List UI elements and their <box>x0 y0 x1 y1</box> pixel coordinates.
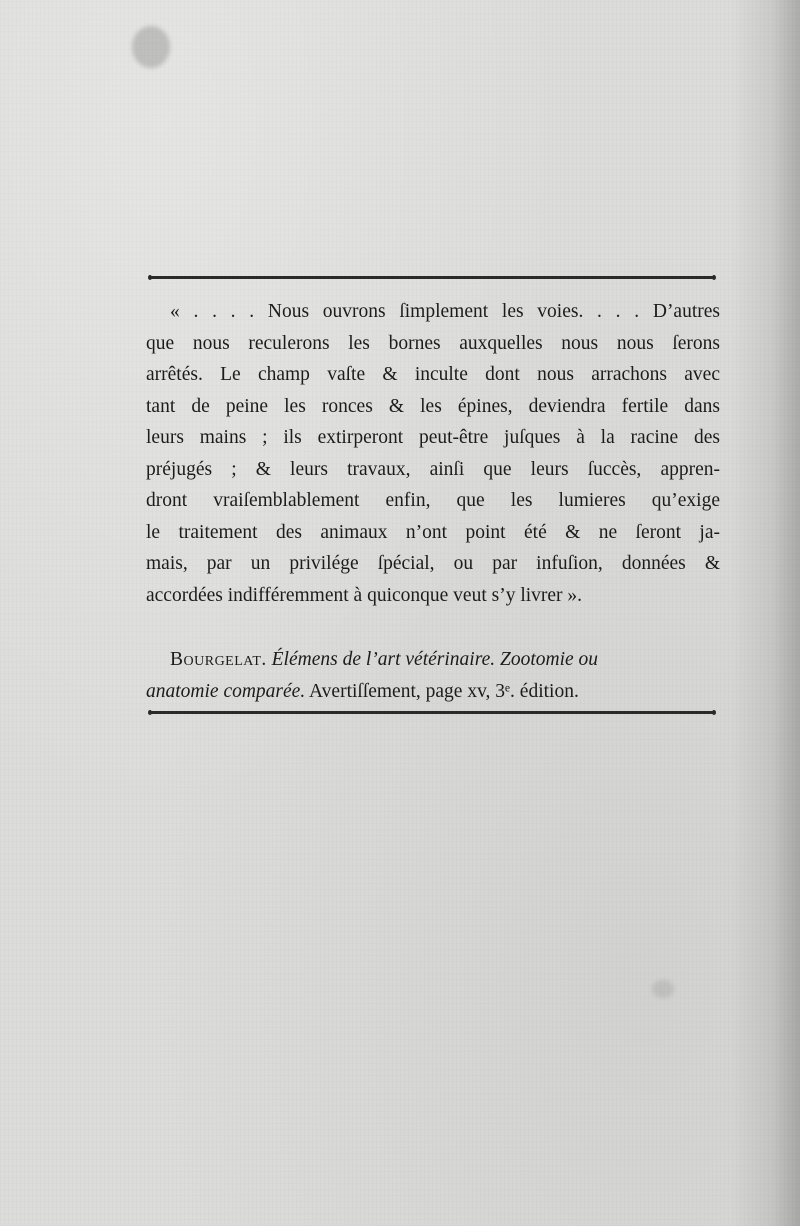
bottom-rule <box>150 711 714 714</box>
citation-reference: Avertiſſement, page xv, 3ᵉ. édition. <box>309 681 579 702</box>
quote-line: tant de peine les ronces & les épines, deviendra fertile dans <box>146 395 720 417</box>
ink-blot <box>132 26 170 68</box>
citation-author: Bourgelat. <box>170 649 267 670</box>
citation-title-continued: anatomie comparée. <box>146 681 306 702</box>
quote-line: préjugés ; & leurs travaux, ainſi que leurs ſuccès, appren- <box>146 458 720 480</box>
quote-line: mais, par un privilége ſpécial, ou par infuſion, données & <box>146 553 720 574</box>
quote-line: arrêtés. Le champ vaſte & inculte dont nous arrachons avec <box>146 364 720 385</box>
citation-line <box>146 676 720 708</box>
epigraph-citation <box>146 644 720 708</box>
citation-line <box>146 644 720 676</box>
top-rule <box>150 276 714 279</box>
quote-line: le traitement des animaux n’ont point été & ne ſeront ja- <box>146 521 720 543</box>
page-edge-shadow <box>730 0 800 1226</box>
quote-line: leurs mains ; ils extirperont peut-être juſques à la racine des <box>146 427 720 448</box>
quote-line: dront vraiſemblablement enfin, que les lumieres qu’exige <box>146 490 720 511</box>
quote-line: « . . . . Nous ouvrons ſimplement les voies. . . . D’autres <box>170 301 720 322</box>
paper-stain <box>652 980 674 998</box>
quote-line: accordées indifféremment à quiconque veut s’y livrer ». <box>146 584 583 606</box>
epigraph-quote <box>146 296 720 611</box>
quote-line: que nous reculerons les bornes auxquelles nous nous ſerons <box>146 332 720 354</box>
citation-title: Élémens de l’art vétérinaire. Zootomie ou <box>271 649 599 670</box>
